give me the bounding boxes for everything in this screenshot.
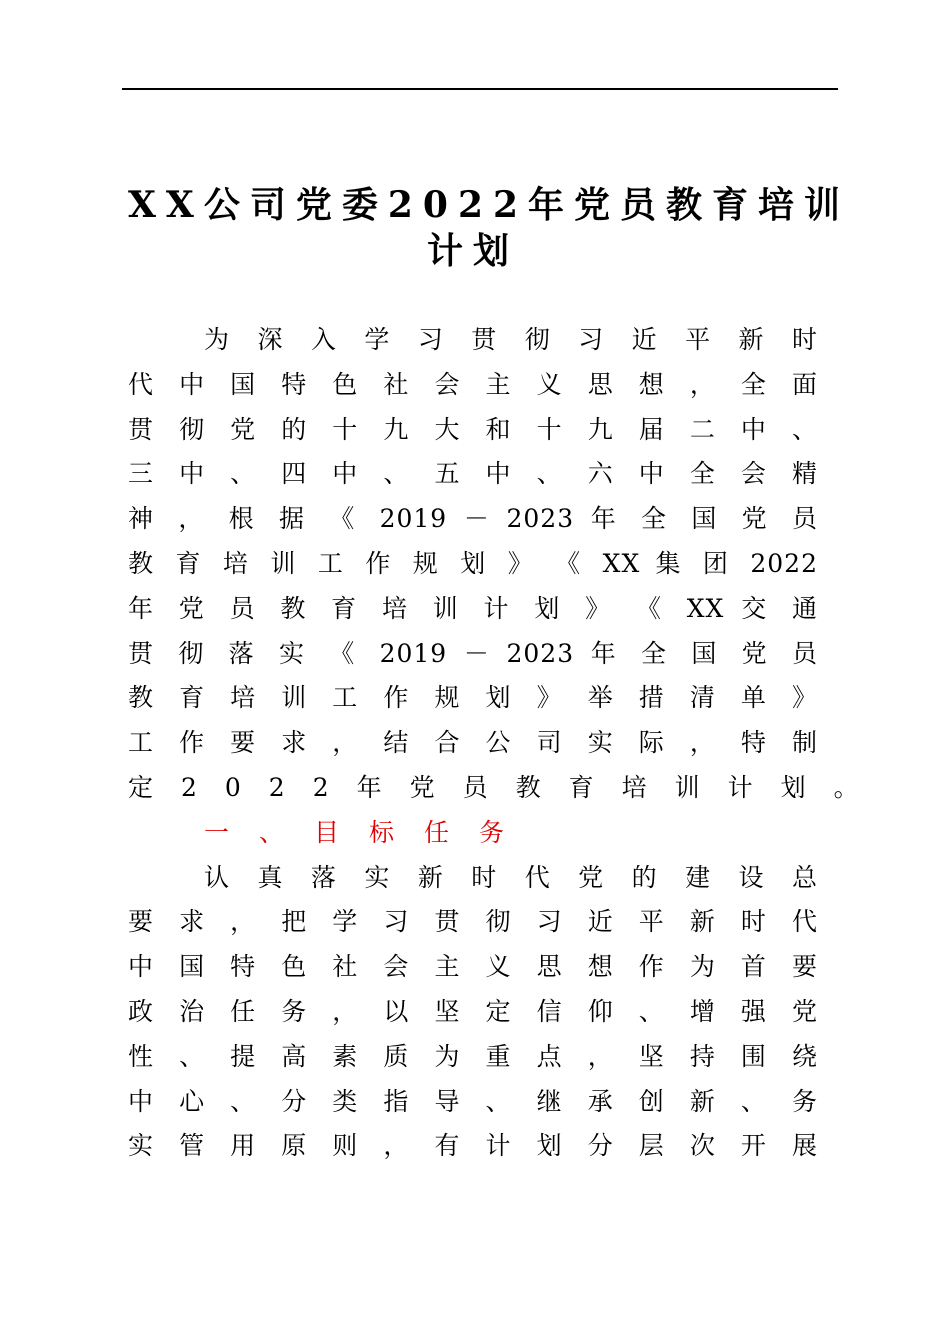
title-line-2: 计划 — [426, 230, 519, 272]
paragraph-line: 实 管 用 原 则 ， 有 计 划 分 层 次 开 展 — [128, 1131, 818, 1161]
paragraph-line: 贯 彻 落 实 《 2019 － 2023 年 全 国 党 员 — [128, 638, 818, 668]
paragraph-line: 代 中 国 特 色 社 会 主 义 思 想 ， 全 面 — [128, 369, 818, 399]
document-title — [128, 182, 851, 274]
paragraph-line: 教 育 培 训 工 作 规 划 》 举 措 清 单 》 — [128, 683, 818, 713]
paragraph-line: 年 党 员 教 育 培 训 计 划 》 《 XX 交 通 — [128, 593, 818, 623]
paragraph-goals — [128, 856, 818, 1170]
paragraph-line: 中 国 特 色 社 会 主 义 思 想 作 为 首 要 — [128, 952, 818, 982]
paragraph-line: 要 求 ， 把 学 习 贯 彻 习 近 平 新 时 代 — [128, 907, 818, 937]
paragraph-line: 贯 彻 党 的 十 九 大 和 十 九 届 二 中 、 — [128, 414, 818, 444]
paragraph-line: 定2022年党员教育培训计划。 — [128, 772, 887, 802]
paragraph-line: 工 作 要 求 ， 结 合 公 司 实 际 ， 特 制 — [128, 728, 818, 758]
paragraph-line: 教 育 培 训 工 作 规 划 》 《 XX 集 团 2022 — [128, 548, 818, 578]
section-heading-goals: 一、目标任务 — [204, 817, 535, 847]
paragraph-line: 中 心 、 分 类 指 导 、 继 承 创 新 、 务 — [128, 1086, 818, 1116]
title-line-1: XX公司党委2022年党员教育培训 — [128, 184, 851, 226]
paragraph-line: 政 治 任 务 ， 以 坚 定 信 仰 、 增 强 党 — [128, 996, 818, 1026]
paragraph-line: 性 、 提 高 素 质 为 重 点 ， 坚 持 围 绕 — [128, 1041, 818, 1071]
document-body — [128, 318, 887, 1169]
paragraph-line: 神 ， 根 据 《 2019 － 2023 年 全 国 党 员 — [128, 504, 818, 534]
header-rule — [122, 88, 838, 90]
paragraph-line: 三 中 、 四 中 、 五 中 、 六 中 全 会 精 — [128, 459, 818, 489]
paragraph-line: 为 深 入 学 习 贯 彻 习 近 平 新 时 — [204, 325, 818, 354]
paragraph-line: 认 真 落 实 新 时 代 党 的 建 设 总 — [204, 862, 818, 892]
paragraph-intro — [128, 318, 887, 811]
